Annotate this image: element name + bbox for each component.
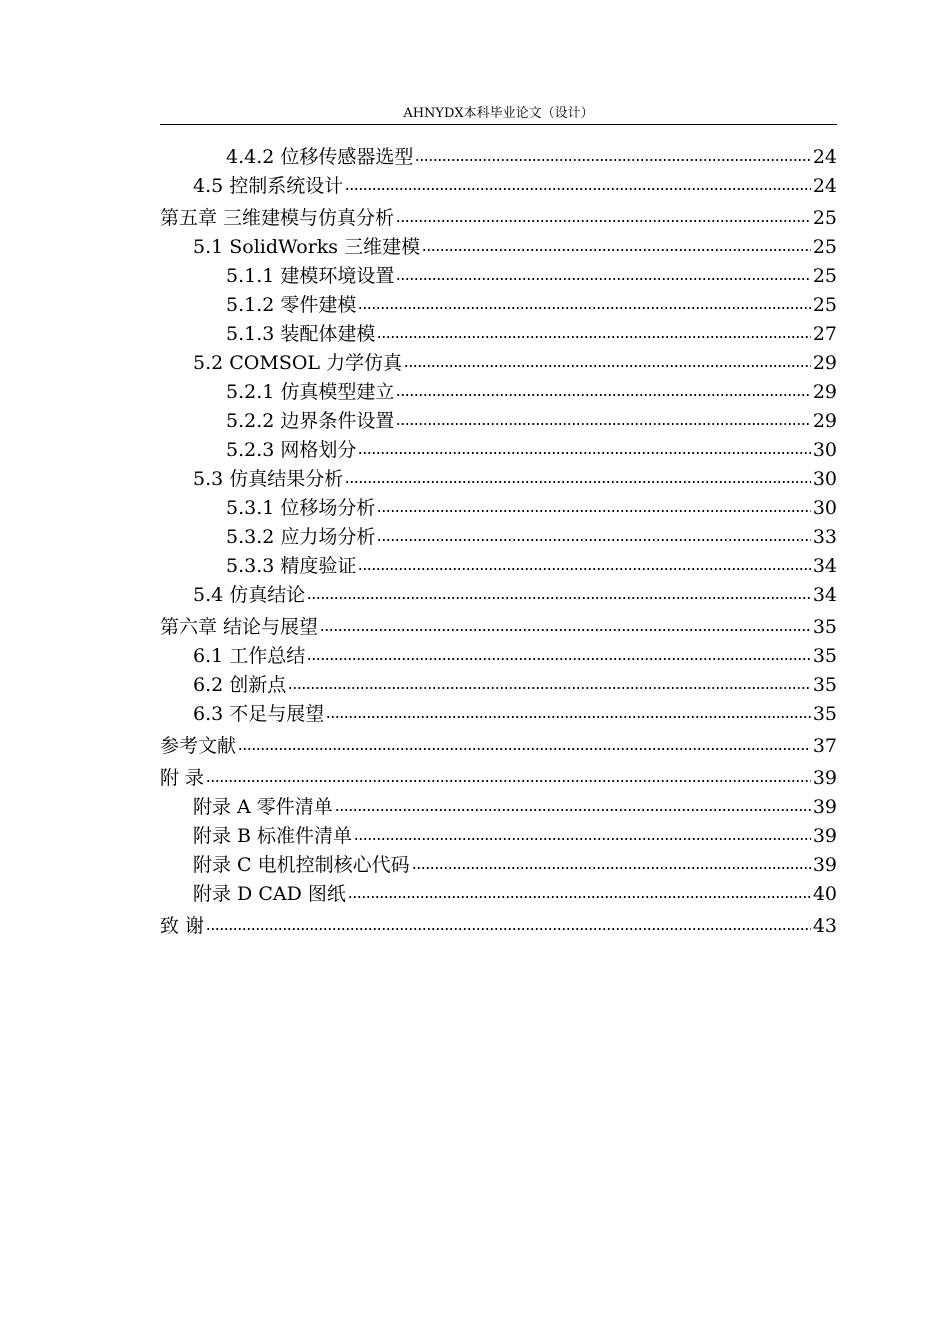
toc-entry[interactable] — [160, 292, 837, 318]
dot-leader — [345, 478, 811, 486]
dot-leader — [348, 893, 811, 901]
dot-leader — [396, 420, 810, 428]
dot-leader — [320, 626, 811, 634]
toc-entry[interactable] — [160, 144, 837, 170]
toc-entry-page: 25 — [812, 294, 837, 316]
toc-entry-title: 附 录 — [160, 767, 205, 789]
toc-entry-page: 39 — [812, 825, 837, 847]
toc-entry[interactable] — [160, 205, 837, 231]
toc-entry-page: 30 — [812, 439, 837, 461]
toc-entry-page: 30 — [812, 497, 837, 519]
toc-entry-title: 附录 B 标准件清单 — [193, 825, 353, 847]
toc-entry-page: 25 — [812, 236, 837, 258]
dot-leader — [377, 507, 810, 515]
toc-entry[interactable] — [160, 643, 837, 669]
toc-entry-title: 6.1 工作总结 — [193, 645, 306, 667]
toc-entry[interactable] — [160, 321, 837, 347]
toc-entry-page: 30 — [812, 468, 837, 490]
toc-entry-title: 5.3.3 精度验证 — [226, 555, 357, 577]
toc-entry-title: 附录 A 零件清单 — [193, 796, 333, 818]
dot-leader — [206, 777, 811, 785]
toc-entry-title: 参考文献 — [160, 735, 237, 757]
toc-entry-title: 5.2.2 边界条件设置 — [226, 410, 395, 432]
toc-entry[interactable] — [160, 437, 837, 463]
toc-entry[interactable] — [160, 765, 837, 791]
toc-entry-page: 33 — [812, 526, 837, 548]
toc-entry-title: 附录 D CAD 图纸 — [193, 883, 346, 905]
toc-entry[interactable] — [160, 701, 837, 727]
toc-entry-page: 35 — [812, 674, 837, 696]
dot-leader — [396, 217, 811, 225]
toc-entry-title: 6.2 创新点 — [193, 674, 287, 696]
toc-entry-page: 29 — [812, 410, 837, 432]
header-rule — [160, 124, 837, 125]
toc-entry-title: 5.1.2 零件建模 — [226, 294, 357, 316]
toc-entry-title: 5.3 仿真结果分析 — [193, 468, 344, 490]
toc-entry-page: 24 — [812, 146, 837, 168]
toc-entry[interactable] — [160, 672, 837, 698]
dot-leader — [238, 745, 811, 753]
toc-entry-page: 34 — [812, 584, 837, 606]
toc-entry-page: 25 — [812, 265, 837, 287]
dot-leader — [288, 684, 811, 692]
toc-entry-title: 5.3.1 位移场分析 — [226, 497, 376, 519]
toc-entry-page: 34 — [812, 555, 837, 577]
toc-entry-title: 6.3 不足与展望 — [193, 703, 325, 725]
toc-entry-title: 第五章 三维建模与仿真分析 — [160, 207, 395, 229]
toc-entry-title: 致 谢 — [160, 915, 205, 937]
toc-entry-title: 第六章 结论与展望 — [160, 616, 319, 638]
dot-leader — [358, 565, 810, 573]
dot-leader — [396, 391, 810, 399]
toc-entry[interactable] — [160, 733, 837, 759]
toc-entry-page: 43 — [812, 915, 837, 937]
dot-leader — [422, 246, 811, 254]
dot-leader — [358, 449, 810, 457]
toc-entry[interactable] — [160, 881, 837, 907]
dot-leader — [354, 835, 811, 843]
toc-entry[interactable] — [160, 553, 837, 579]
dot-leader — [412, 864, 811, 872]
dot-leader — [377, 536, 810, 544]
toc-entry-page: 29 — [812, 352, 837, 374]
toc-entry-title: 5.3.2 应力场分析 — [226, 526, 376, 548]
dot-leader — [307, 594, 811, 602]
toc-entry[interactable] — [160, 350, 837, 376]
toc-entry-page: 35 — [812, 703, 837, 725]
toc-entry[interactable] — [160, 852, 837, 878]
dot-leader — [415, 156, 810, 164]
toc-entry[interactable] — [160, 495, 837, 521]
toc-entry[interactable] — [160, 614, 837, 640]
toc-entry-title: 5.4 仿真结论 — [193, 584, 306, 606]
toc-entry-page: 40 — [812, 883, 837, 905]
toc-entry[interactable] — [160, 379, 837, 405]
toc-entry-title: 附录 C 电机控制核心代码 — [193, 854, 410, 876]
toc-entry-page: 35 — [812, 645, 837, 667]
toc-entry-page: 37 — [812, 735, 837, 757]
toc-entry[interactable] — [160, 466, 837, 492]
toc-entry[interactable] — [160, 408, 837, 434]
toc-entry-page: 25 — [812, 207, 837, 229]
dot-leader — [335, 806, 811, 814]
dot-leader — [307, 655, 811, 663]
toc-entry-page: 24 — [812, 175, 837, 197]
dot-leader — [377, 333, 810, 341]
toc-entry-page: 39 — [812, 767, 837, 789]
toc-entry-page: 39 — [812, 796, 837, 818]
toc-entry-title: 5.1 SolidWorks 三维建模 — [193, 236, 421, 258]
toc-entry-title: 5.2.1 仿真模型建立 — [226, 381, 395, 403]
toc-entry[interactable] — [160, 234, 837, 260]
toc-entry[interactable] — [160, 582, 837, 608]
dot-leader — [326, 713, 811, 721]
dot-leader — [345, 185, 811, 193]
toc-entry-title: 5.1.1 建模环境设置 — [226, 265, 395, 287]
toc-entry-title: 5.1.3 装配体建模 — [226, 323, 376, 345]
toc-entry-page: 39 — [812, 854, 837, 876]
dot-leader — [206, 925, 811, 933]
toc-entry-title: 5.2.3 网格划分 — [226, 439, 357, 461]
toc-entry[interactable] — [160, 913, 837, 939]
toc-entry-page: 29 — [812, 381, 837, 403]
toc-entry-page: 35 — [812, 616, 837, 638]
toc-entry[interactable] — [160, 823, 837, 849]
running-header: AHNYDX本科毕业论文（设计） — [403, 106, 594, 121]
toc-entry[interactable] — [160, 173, 837, 199]
toc-entry[interactable] — [160, 263, 837, 289]
toc-entry[interactable] — [160, 524, 837, 550]
toc-entry-title: 5.2 COMSOL 力学仿真 — [193, 352, 403, 374]
toc-entry-page: 27 — [812, 323, 837, 345]
toc-entry-title: 4.4.2 位移传感器选型 — [226, 146, 414, 168]
dot-leader — [396, 275, 810, 283]
toc-entry-title: 4.5 控制系统设计 — [193, 175, 344, 197]
dot-leader — [358, 304, 810, 312]
dot-leader — [404, 362, 811, 370]
toc-entry[interactable] — [160, 794, 837, 820]
